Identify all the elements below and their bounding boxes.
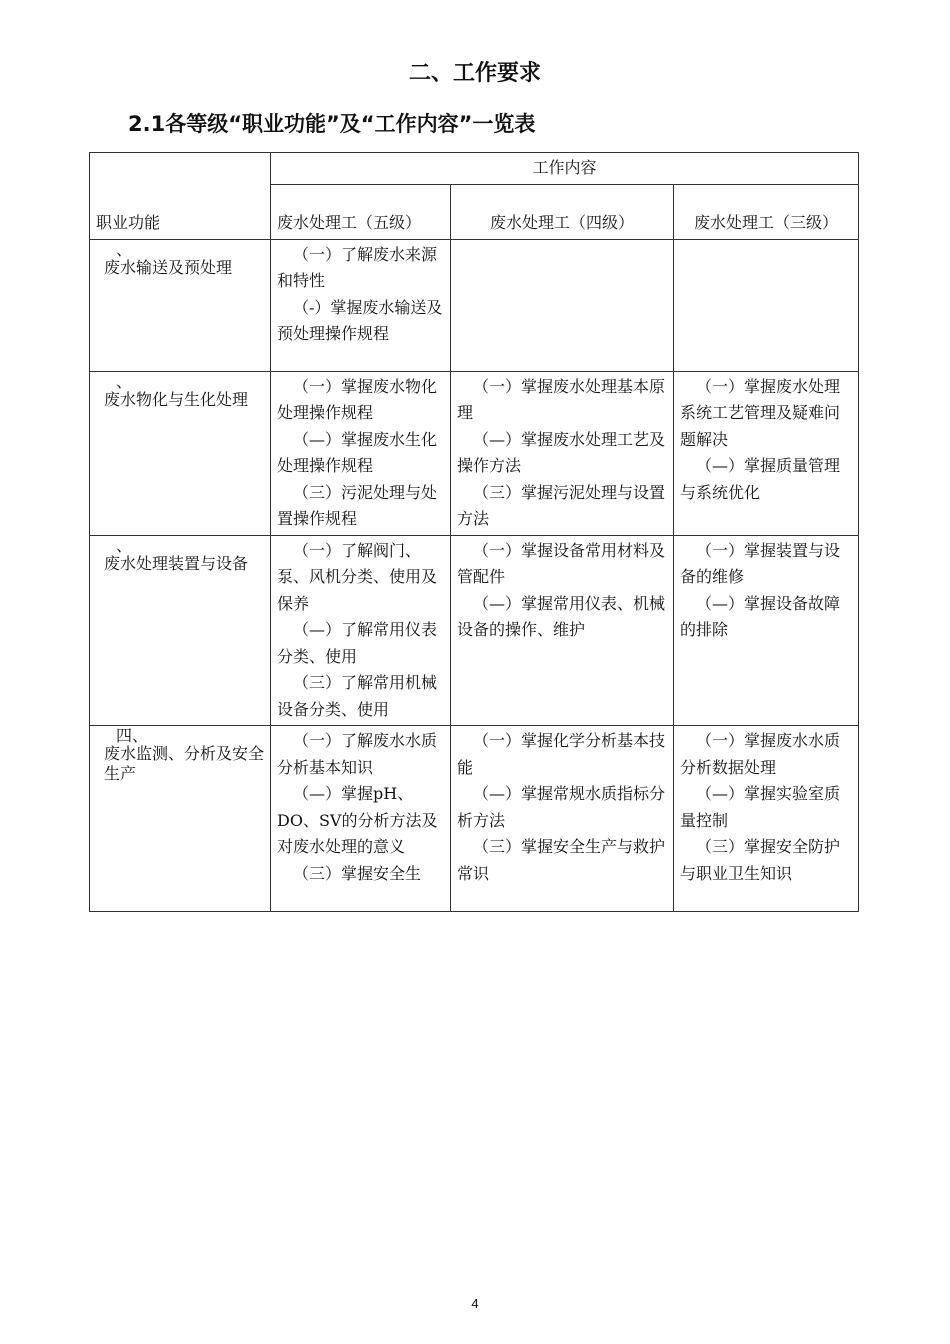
content-item: （—）掌握pH、DO、SV的分析方法及对废水处理的意义 [277,784,438,856]
content-item: （—）掌握实验室质量控制 [680,784,841,830]
level-3-cell [674,371,859,535]
header-level-5: 废水处理工（五级） [271,184,451,239]
function-cell [90,726,271,912]
content-item: （—）掌握常规水质指标分析方法 [457,784,666,830]
content-item: （—）了解常用仪表分类、使用 [277,620,438,666]
function-cell [90,239,271,371]
table-row [90,239,859,371]
content-item: （一）掌握废水水质分析数据处理 [680,731,841,777]
function-name: 废水监测、分析及安全生产 [104,744,265,783]
content-item: （一）掌握设备常用材料及管配件 [457,540,666,586]
level-3-cell [674,239,859,371]
function-number: 四、 [116,726,149,745]
level-5-cell [271,535,451,726]
page-number: 4 [471,1296,479,1311]
table-row [90,726,859,912]
content-item: （-）掌握废水输送及预处理操作规程 [277,297,443,343]
function-number: 、 [116,239,133,259]
level-5-cell [271,371,451,535]
content-item: （—）掌握质量管理与系统优化 [680,456,841,502]
content-item: （三）掌握安全生产与救护常识 [457,837,666,883]
header-level-4: 废水处理工（四级） [451,184,674,239]
function-name: 废水输送及预处理 [104,257,233,277]
content-item: （三）掌握安全生 [293,863,422,883]
level-5-cell [271,239,451,371]
level-4-cell [451,535,674,726]
function-number: 、 [116,371,133,391]
header-level-3: 废水处理工（三级） [674,184,859,239]
level-3-cell [674,535,859,726]
function-cell [90,535,271,726]
content-item: （—）掌握常用仪表、机械设备的操作、维护 [457,593,666,639]
content-item: （—）掌握设备故障的排除 [680,593,841,639]
function-number: 、 [116,535,133,555]
content-item: （—）掌握废水生化处理操作规程 [277,429,438,475]
content-item: （一）了解阀门、泵、风机分类、使用及保养 [277,540,438,613]
header-function: 职业功能 [90,153,271,240]
level-4-cell [451,726,674,912]
table-row [90,535,859,726]
table-title: 2.1各等级“职业功能”及“工作内容”一览表 [128,112,536,136]
section-title: 二、工作要求 [408,61,541,86]
content-item: （一）掌握化学分析基本技能 [457,731,666,777]
header-work-content: 工作内容 [271,153,859,185]
content-item: （三）掌握安全防护与职业卫生知识 [680,837,841,883]
content-item: （一）了解废水来源和特性 [277,244,438,290]
function-name: 废水物化与生化处理 [104,389,249,409]
level-3-cell [674,726,859,912]
level-5-cell [271,726,451,912]
level-4-cell [451,239,674,371]
table-row [90,371,859,535]
level-4-cell [451,371,674,535]
content-item: （—）掌握废水处理工艺及操作方法 [457,429,666,475]
work-requirements-table [89,152,859,912]
function-name: 废水处理装置与设备 [104,553,249,573]
header-row-group [90,153,859,185]
content-item: （一）掌握装置与设备的维修 [680,540,841,586]
content-item: （一）掌握废水处理系统工艺管理及疑难问题解决 [680,376,841,449]
content-item: （一）掌握废水处理基本原理 [457,376,666,422]
content-item: （一）掌握废水物化处理操作规程 [277,376,438,422]
function-cell [90,371,271,535]
content-item: （三）污泥处理与处置操作规程 [277,482,438,528]
content-item: （三）掌握污泥处理与设置方法 [457,482,666,528]
content-item: （三）了解常用机械设备分类、使用 [277,673,438,719]
content-item: （一）了解废水水质分析基本知识 [277,731,438,777]
